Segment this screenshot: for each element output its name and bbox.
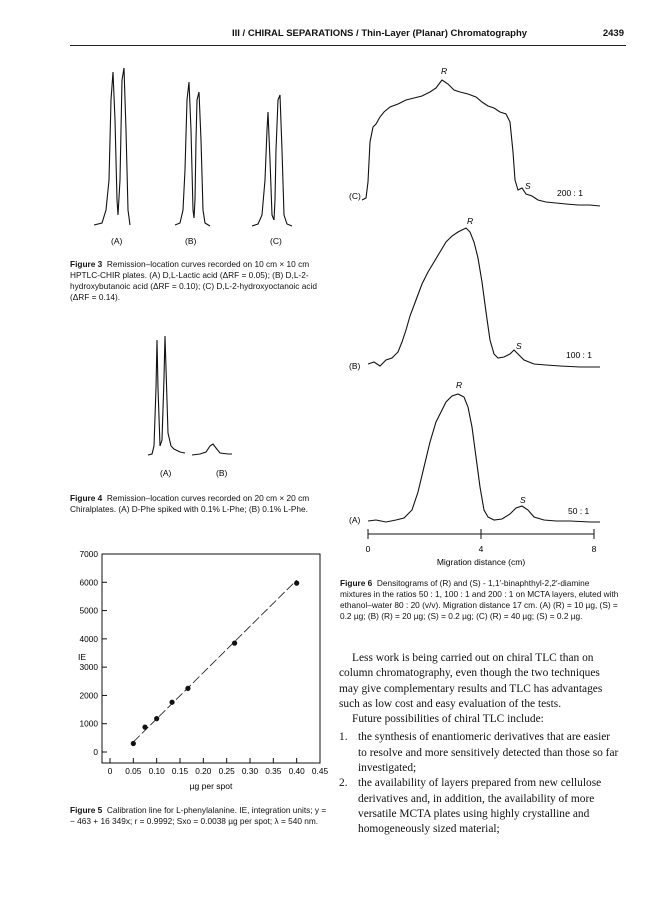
figure6-s-label-b: S	[516, 341, 522, 351]
figure5-x-tick-label: 0.20	[195, 766, 212, 776]
figure5-x-tick-label: 0.05	[125, 766, 142, 776]
figure5-x-tick-label: 0.30	[241, 766, 259, 776]
figure6-ratio-a: 50 : 1	[568, 506, 590, 516]
figure6-caption-text: Densitograms of (R) and (S) - 1,1′-binaphthyl-2,2′-diamine mixtures in the ratios 50 : 1, 100 : 1 and 200 : 1 on MCTA layers, eluted with ethanol–water 80 : 20 (v/v). Migration distance 17 cm. (A) (R) = 10 µg, (S) = 0.2 µg; (B) (R) = 20 µg; (S) = 0.2 µg; (C) (R) = 40 µg; (S) = 0.2 µg.	[340, 578, 619, 621]
figure3-label-c: (C)	[270, 236, 282, 246]
figure5-data-point	[154, 716, 159, 721]
figure6-panel-label-c: (C)	[349, 191, 361, 201]
figure6-ratio-b: 100 : 1	[566, 350, 592, 360]
figure3-caption-label: Figure 3	[70, 259, 103, 269]
figure5-caption-text: Calibration line for L-phenylalanine. IE, integration units; y = − 463 + 16 349x; r = 0.9992; Sxo = 0.0038 µg per spot; λ = 540 nm.	[70, 805, 327, 826]
figure3-label-b: (B)	[185, 236, 197, 246]
figure4-caption-text: Remission–location curves recorded on 20 cm × 20 cm Chiralplates. (A) D-Phe spiked with 0.1% L-Phe; (B) 0.1% L-Phe.	[70, 493, 310, 514]
figure4-curves	[140, 328, 260, 483]
figure6-caption	[340, 578, 622, 622]
figure6-curve-a	[368, 394, 600, 522]
figure5-chart	[70, 545, 330, 795]
figure5-data-point	[131, 741, 136, 746]
figure6-axis-label: Migration distance (cm)	[436, 557, 526, 567]
figure5-x-axis-label: µg per spot	[189, 781, 233, 791]
figure3-caption	[70, 259, 328, 303]
figure5-plot-frame	[102, 554, 320, 763]
figure5-x-tick-label: 0.15	[171, 766, 189, 776]
figure5-data-point	[185, 686, 190, 691]
body-text	[339, 651, 621, 838]
running-head	[232, 28, 624, 39]
body-paragraph-2: Future possibilities of chiral TLC include:	[352, 713, 544, 726]
figure5-x-tick-label: 0.40	[288, 766, 305, 776]
header-rule	[70, 45, 626, 46]
figure5-y-axis-label: IE	[78, 652, 87, 662]
figure5-y-tick-label: 0	[93, 747, 98, 757]
figure4-label-b: (B)	[216, 468, 228, 478]
figure3-curve-c	[252, 95, 292, 226]
figure6-s-label-a: S	[520, 495, 526, 505]
figure6-tick-label-8: 8	[591, 544, 597, 554]
body-paragraph-1: Less work is being carried out on chiral TLC than on column chromatography, even though the two techniques may give complementary results and TLC has advantages such as low cost and easy evaluation of the tests.	[339, 652, 603, 710]
figure5-data-point	[232, 641, 237, 646]
figure4-caption	[70, 493, 328, 515]
figure6-panel-label-b: (B)	[349, 361, 361, 371]
figure5-y-tick-label: 4000	[79, 633, 98, 644]
possibilities-list	[339, 730, 621, 837]
figure3-curve-a	[94, 68, 130, 225]
list-item-text: the synthesis of enantiomeric derivatives that are easier to resolve and more sensitively detected than those so far investigated;	[358, 731, 619, 775]
running-head-title: III / CHIRAL SEPARATIONS / Thin-Layer (Planar) Chromatography	[232, 28, 528, 39]
figure5-y-tick-label: 3000	[79, 662, 98, 673]
figure5-y-tick-label: 5000	[79, 605, 98, 616]
figure6-r-label-a: R	[456, 380, 463, 390]
figure5-caption	[70, 805, 328, 827]
list-item-number: 2.	[339, 777, 348, 790]
list-item-number: 1.	[339, 731, 348, 744]
figure5-y-tick-label: 2000	[79, 690, 98, 701]
figure5-y-tick-label: 7000	[79, 549, 98, 559]
figure4-caption-label: Figure 4	[70, 493, 103, 503]
figure5-data-point	[142, 725, 147, 730]
figure6-r-label-b: R	[467, 216, 474, 226]
figure6-panel-label-a: (A)	[349, 515, 361, 525]
figure6-s-label-c: S	[525, 181, 531, 191]
figure4-label-a: (A)	[160, 468, 172, 478]
list-item-text: the availability of layers prepared from new cellulose derivatives and, in addition, the availability of more versatile MCTA plates using highly crystalline and homogeneously sized material;	[358, 777, 602, 836]
figure6-densitograms	[340, 62, 620, 572]
figure5-y-tick-label: 1000	[79, 718, 98, 729]
figure3-caption-text: Remission–location curves recorded on 10 cm × 10 cm HPTLC-CHIR plates. (A) D,L-Lactic acid (ΔRF = 0.05); (B) D,L-2-hydroxybutanoic acid (ΔRF = 0.10); (C) D,L-2-hydroxyoctanoic acid (ΔRF = 0.14).	[70, 259, 317, 302]
figure6-tick-label-4: 4	[478, 544, 484, 554]
figure5-x-tick-label: 0.10	[148, 766, 165, 776]
figure3-curve-b	[175, 82, 210, 226]
figure5-x-tick-label: 0	[107, 766, 113, 776]
figure4-curve-a	[148, 336, 185, 455]
figure5-x-tick-label: 0.45	[311, 766, 329, 776]
figure6-caption-label: Figure 6	[340, 578, 373, 588]
figure6-r-label-c: R	[441, 66, 448, 76]
page-number: 2439	[602, 28, 624, 39]
figure6-tick-label-0: 0	[365, 544, 371, 554]
figure5-data-point	[294, 581, 299, 586]
figure5-data-point	[169, 700, 174, 705]
figure5-caption-label: Figure 5	[70, 805, 103, 815]
figure5-y-tick-label: 6000	[79, 577, 98, 588]
figure6-ratio-c: 200 : 1	[557, 188, 583, 198]
figure6-curve-b	[368, 228, 600, 367]
figure5-x-tick-label: 0.35	[265, 766, 282, 776]
figure3-curves	[80, 60, 330, 250]
list-item	[339, 730, 621, 776]
figure3-label-a: (A)	[111, 236, 123, 246]
list-item	[339, 776, 621, 837]
figure4-curve-b	[192, 444, 232, 455]
figure5-x-tick-label: 0.25	[218, 766, 235, 776]
